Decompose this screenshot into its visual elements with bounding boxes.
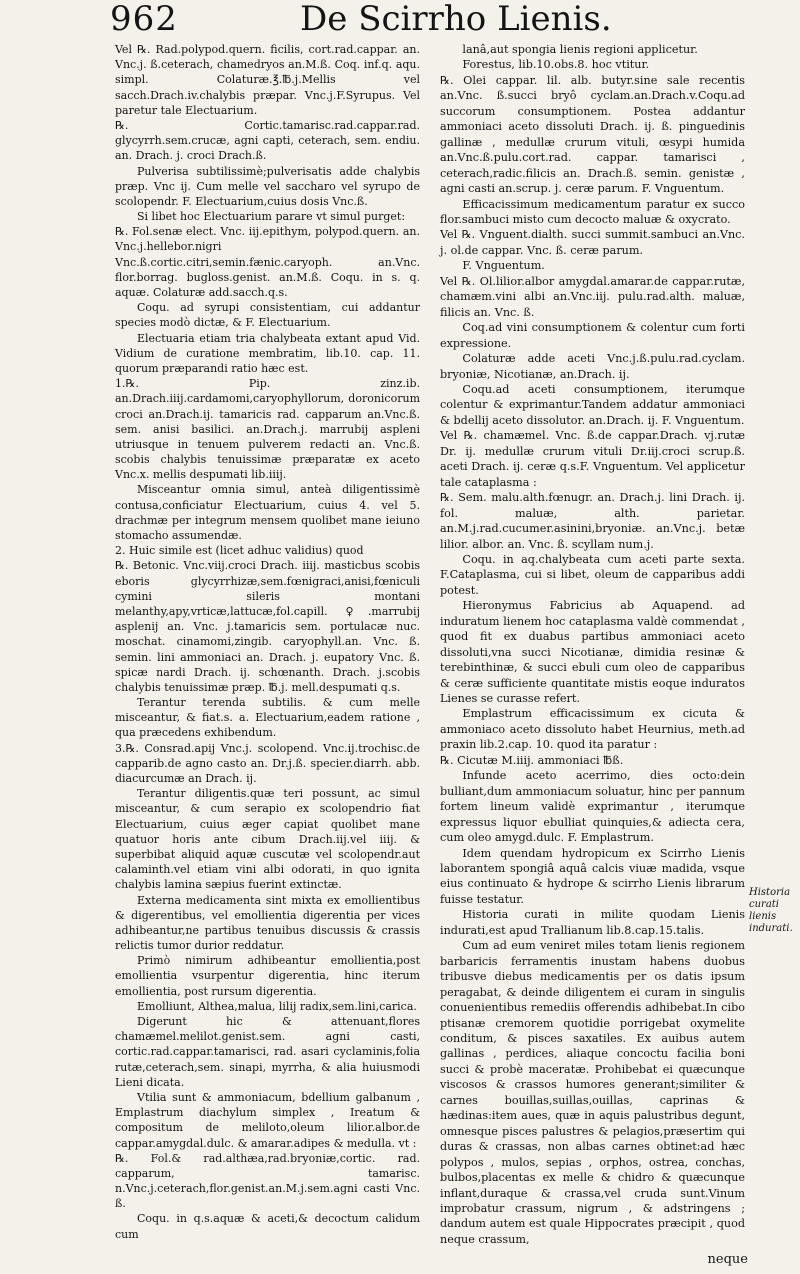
paragraph: Coqu.ad aceti consumptionem, iterumque colentur & exprimantur.Tandem addatur ammoniaci & bdellij aceto dissolutor. an.Drach. ij. F. Vnguentum. bbox=[440, 382, 745, 427]
paragraph: Emplastrum efficacissimum ex cicuta & ammoniaco aceto dissoluto habet Heurnius, meth.ad praxin lib.2.cap. 10. quod ita paratur : bbox=[440, 707, 745, 752]
paragraph: Emolliunt, Althea,malua, lilij radix,sem.lini,carica. bbox=[137, 999, 417, 1013]
paragraph: Si libet hoc Electuarium parare vt simul purget: bbox=[137, 210, 406, 224]
paragraph: Vel ℞. Ol.lilior.albor amygdal.amarar.de cappar.rutæ, chamæm.vini albi an.Vnc.iij. pulu.rad.alth. maluæ, filicis an. Vnc. ß. bbox=[440, 274, 745, 319]
paragraph: ℞. Cortic.tamarisc.rad.cappar.rad. glycyrrh.sem.crucæ, agni capti, ceterach, sem. endiu. an. Drach. j. croci Drach.ß. bbox=[115, 118, 420, 163]
page-header bbox=[110, 0, 710, 40]
paragraph: ℞. Betonic. Vnc.viij.croci Drach. iiij. masticbus scobis eboris glycyrrhizæ,sem.fœnigraci,anisi,fœniculi cymini sileris montani melanthy,apy,vrticæ,lattucæ,fol.capill. ♀.marrubij asplenij an. Vnc. j.tamaricis sem. portulacæ nuc. moschat. cinamomi,zingib. caryophyll.an. Vnc. ß. semin. lini ammoniaci an. Drach. j. eupatory Vnc. ß. spicæ nardi Drach. ij. schœnanth. Drach. j.scobis chalybis tenuissimæ præp. ℔.j. mell.despumati q.s. bbox=[115, 559, 420, 694]
paragraph: Pulverisa subtilissimè;pulverisatis adde chalybis præp. Vnc ij. Cum melle vel saccharo vel syrupo de scolopendr. F. Electuarium,cuius dosis Vnc.ß. bbox=[115, 164, 420, 208]
paragraph: ℞. Fol.senæ elect. Vnc. iij.epithym, polypod.quern. an. Vnc.j.hellebor.nigri Vnc.ß.cortic.citri,semin.fænic.caryoph. an.Vnc. flor.borrag. bugloss.genist. an.M.ß. Coqu. in s. q. aquæ. Colaturæ add.sacch.q.s. bbox=[115, 225, 420, 299]
paragraph: lanâ,aut spongia lienis regioni applicetur. bbox=[462, 43, 698, 56]
catchword: neque bbox=[707, 1252, 748, 1267]
paragraph: Terantur diligentis.quæ teri possunt, ac simul misceantur, & cum serapio ex scolopendrio fiat Electuarium, cuius æger capiat quolibet mane quatuor horis ante cibum Drach.iij.vel iiij. & superbibat aliquid aquæ cuscutæ vel scolopendr.aut calaminth.vel etiam vini albi odorati, in quo ignita chalybis lamina sæpius fuerint extinctæ. bbox=[115, 787, 420, 892]
right-text-column bbox=[440, 42, 745, 1247]
paragraph: Primò nimirum adhibeantur emollientia,post emollientia vsurpentur digerentia, hinc iterum emollientia, post rursum digerentia. bbox=[115, 954, 420, 998]
running-title: De Scirrho Lienis. bbox=[300, 0, 612, 39]
paragraph: ℞. Cicutæ M.iiij. ammoniaci ℔ß. bbox=[440, 753, 624, 767]
paragraph: Vel ℞. Vnguent.dialth. succi summit.sambuci an.Vnc. j. ol.de cappar. Vnc. ß. ceræ parum. bbox=[440, 228, 745, 257]
paragraph: Electuaria etiam tria chalybeata extant apud Vid. Vidium de curatione membratim, lib.10. cap. 11. quorum præparandi ratio hæc est. bbox=[115, 331, 420, 375]
paragraph: 1.℞. Pip. zinz.ib. an.Drach.iiij.cardamomi,caryophyllorum, doronicorum croci an.Drach.ij. tamaricis rad. capparum an.Vnc.ß. sem. anisi basilici. an.Drach.j. marrubij aspleni utriusque in tenuem pulverem redacti an. Vnc.ß. scobis chalybis tenuissimæ præparatæ ex aceto Vnc.x. mellis despumati lib.iiij. bbox=[115, 377, 420, 482]
paragraph: Vtilia sunt & ammoniacum, bdellium galbanum , Emplastrum diachylum simplex , Ireatum & compositum de meliloto,oleum lilior.albor.de cappar.amygdal.dulc. & amarar.adipes & medulla. vt : bbox=[115, 1090, 420, 1150]
page-number: 962 bbox=[110, 0, 178, 39]
paragraph: ℞. Olei cappar. lil. alb. butyr.sine sale recentis an.Vnc. ß.succi bryô cyclam.an.Drach.v.Coqu.ad succorum consumptionem. Postea addantur ammoniaci aceto dissoluti Drach. ij. ß. pinguedinis gallinæ , medullæ crurum vituli, œsypi humida an.Vnc.ß.pulu.cort.rad. cappar. tamarisci , ceterach,radic.filicis an. Drach.ß. semin. genistæ , agni casti an.scrup. j. ceræ parum. F. Vnguentum. bbox=[440, 73, 745, 196]
margin-note: Historia curati lienis indurati. bbox=[749, 887, 793, 934]
paragraph: Hieronymus Fabricius ab Aquapend. ad induratum lienem hoc cataplasma valdè commendat , quod fit ex duabus partibus ammoniaci aceto dissoluti,vna succi Nicotianæ, dimidia resinæ & terebinthinæ, & succi ebuli cum oleo de capparibus & ceræ sufficiente quantitate mistis eoque induratos Lienes se curasse refert. bbox=[440, 599, 745, 706]
paragraph: Coq.ad vini consumptionem & colentur cum forti expressione. bbox=[440, 321, 745, 350]
paragraph: Historia curati in milite quodam Lienis indurati,est apud Trallianum lib.8.cap.15.talis. bbox=[440, 908, 745, 937]
paragraph: 2. Huic simile est (licet adhuc validius) quod bbox=[115, 544, 364, 558]
paragraph: Efficacissimum medicamentum paratur ex succo flor.sambuci misto cum decocto maluæ & oxycrato. bbox=[440, 197, 745, 226]
paragraph: ℞. Sem. malu.alth.fœnugr. an. Drach.j. lini Drach. ij. fol. maluæ, alth. parietar. an.M.j.rad.cucumer.asinini,bryoniæ. an.Vnc.j. betæ lilior. albor. an. Vnc. ß. scyllam num.j. bbox=[440, 491, 745, 551]
paragraph: Coqu. ad syrupi consistentiam, cui addantur species modò dictæ, & F. Electuarium. bbox=[115, 301, 420, 330]
paragraph: Colaturæ adde aceti Vnc.j.ß.pulu.rad.cyclam. bryoniæ, Nicotianæ, an.Drach. ij. bbox=[440, 352, 745, 381]
left-text-column bbox=[115, 42, 420, 1242]
paragraph: ℞. Fol.& rad.althæa,rad.bryoniæ,cortic. rad. capparum, tamarisc. n.Vnc.j.ceterach,flor.genist.an.M.j.sem.agni casti Vnc. ß. bbox=[115, 1151, 420, 1211]
paragraph: Idem quendam hydropicum ex Scirrho Lienis laborantem spongiâ aquâ calcis viuæ madida, vsque eius continuato & hydrope & scirrho Lienis librarum fuisse testatur. bbox=[440, 846, 745, 906]
paragraph: Digerunt hic & attenuant,flores chamæmel.melilot.genist.sem. agni casti, cortic.rad.cappar.tamarisci, rad. asari cyclaminis,folia rutæ,ceterach,sem. sinapi, myrrha, & alia huiusmodi Lieni dicata. bbox=[115, 1015, 420, 1089]
paragraph: Vel ℞. chamæmel. Vnc. ß.de cappar.Drach. vj.rutæ Dr. ij. medullæ crurum vituli Dr.iij.croci scrup.ß. aceti Drach. ij. ceræ q.s.F. Vnguentum. Vel applicetur tale cataplasma : bbox=[440, 429, 745, 489]
paragraph: F. Vnguentum. bbox=[462, 259, 545, 273]
paragraph: Coqu. in q.s.aquæ & aceti,& decoctum calidum cum bbox=[115, 1212, 420, 1241]
paragraph: Cum ad eum veniret miles totam lienis regionem barbaricis ferramentis inustam habens duobus tribusve diebus medicamentis per os datis ipsum peragabat, & deinde diligentem ei curam in singulis conuenientibus remediis offerendis adhibebat.In cibo ptisanæ cremorem quotidie porrigebat oxymelite conditum, & pisces saxatiles. Ex auibus autem gallinas , perdices, aliaque concoctu facilia boni succi & probè maceratæ. Prohibebat ei quæcunque viscosos & crassos humores generant;similiter & carnes bouillas,suillas,ouillas, caprinas & hædinas:item aues, quæ in aquis palustribus degunt, omnesque pisces palustres & pelagios,præsertim qui duras & crassas, non albas carnes obtinet:ad hæc polypos , mulos, sepias , orphos, ostrea, conchas, bulbos,placentas ex melle & chidro & quæcunque inflant,duraque & crassa,vel cruda sunt.Vinum improbatur crassum, nigrum , & adstringens ; dandum autem est quale Hippocrates præcipit , quod neque crassum, bbox=[440, 939, 745, 1246]
paragraph: Terantur terenda subtilis. & cum melle misceantur, & fiat.s. a. Electuarium,eadem ratione , qua præcedens exhibendum. bbox=[115, 696, 420, 740]
paragraph: Vel ℞. Rad.polypod.quern. ficilis, cort.rad.cappar. an. Vnc.j. ß.ceterach, chamedryos an.M.ß. Coq. inf.q. aqu. simpl. Colaturæ.℥.℔.j.Mellis vel sacch.Drach.iv.chalybis præpar. Vnc.j.F.Syrupus. Vel paretur tale Electuarium. bbox=[115, 43, 420, 117]
paragraph: 3.℞. Consrad.apij Vnc.j. scolopend. Vnc.ij.trochisc.de capparib.de agno casto an. Dr.j.ß. specier.diarrh. abb. diacurcumæ an Drach. ij. bbox=[115, 741, 420, 785]
paragraph: Infunde aceto acerrimo, dies octo:dein bulliant,dum ammoniacum soluatur, hinc per pannum fortem lineum validè exprimantur , iterumque expressus liquor ebulliat quinquies,& adiecta cera, cum oleo amygd.dulc. F. Emplastrum. bbox=[440, 769, 745, 845]
paragraph: Externa medicamenta sint mixta ex emollientibus & digerentibus, vel emollientia digerentia per vices adhibeantur,ne partibus tenuibus discussis & crassis relictis tumor durior reddatur. bbox=[115, 893, 420, 953]
paragraph: Forestus, lib.10.obs.8. hoc vtitur. bbox=[462, 58, 650, 72]
paragraph: Misceantur omnia simul, anteà diligentissimè contusa,conficiatur Electuarium, cuius 4. vel 5. drachmæ per integrum mensem quolibet mane ieiuno stomacho assumendæ. bbox=[115, 483, 420, 542]
paragraph: Coqu. in aq.chalybeata cum aceti parte sexta. F.Cataplasma, cui si libet, oleum de capparibus addi potest. bbox=[440, 552, 745, 597]
